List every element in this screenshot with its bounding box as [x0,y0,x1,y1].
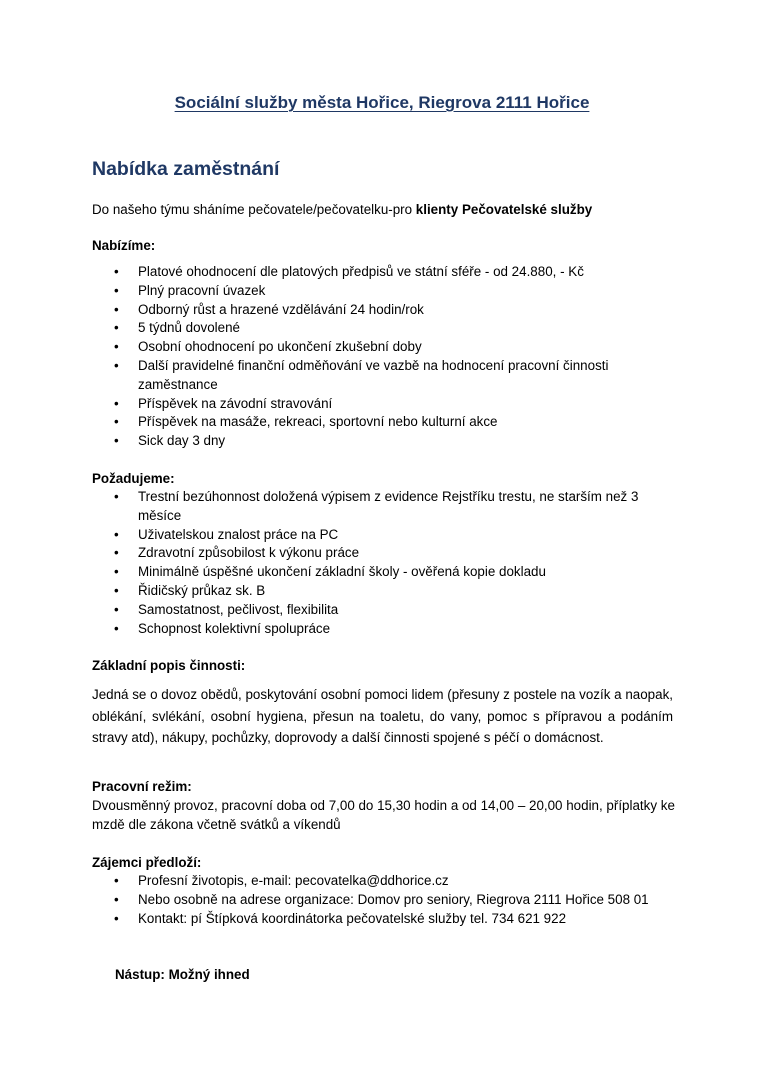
list-item: • Plný pracovní úvazek [92,282,682,301]
schedule-label: Pracovní režim: [92,779,192,794]
list-item: • Příspěvek na závodní stravování [92,395,682,414]
list-item: • Samostatnost, pečlivost, flexibilita [92,601,682,620]
list-item: • Nebo osobně na adrese organizace: Domov pro seniory, Riegrova 2111 Hořice 508 01 [92,891,682,910]
list-item: • Příspěvek na masáže, rekreaci, sportovní nebo kulturní akce [92,413,682,432]
intro-paragraph [92,200,592,219]
offer-label: Nabízíme: [92,238,156,253]
document-title-text: Sociální služby města Hořice, Riegrova 2111 Hořice [174,93,590,112]
list-item: • Zdravotní způsobilost k výkonu práce [92,544,682,563]
start-date: Nástup: Možný ihned [115,967,250,982]
list-item: • Další pravidelné finanční odměňování ve vazbě na hodnocení pracovní činnosti zaměstnance [92,357,682,395]
applicants-list [92,872,682,928]
description-label: Základní popis činnosti: [92,658,246,673]
list-item: • Schopnost kolektivní spolupráce [92,620,682,639]
list-item: • Osobní ohodnocení po ukončení zkušební doby [92,338,682,357]
description-paragraph: Jedná se o dovoz obědů, poskytování osobní pomoci lidem (přesuny z postele na vozík a naopak, oblékání, svlékání, osobní hygiena, přesun na toaletu, do vany, pomoc s přípravou a podáním stravy atd), nákupy, pochůzky, doprovody a další činnosti spojené s péčí o domácnost. [92,687,673,745]
document-title [0,93,764,113]
intro-bold-text: klienty Pečovatelské služby [415,202,593,217]
intro-text: Do našeho týmu sháníme pečovatele/pečovatelku-pro [92,202,416,217]
applicants-label: Zájemci předloží: [92,855,202,870]
schedule-paragraph: Dvousměnný provoz, pracovní doba od 7,00 do 15,30 hodin a od 14,00 – 20,00 hodin, příplatky ke mzdě dle zákona včetně svátků a víkendů [92,798,675,832]
list-item: • 5 týdnů dovolené [92,319,682,338]
list-item: • Profesní životopis, e-mail: pecovatelka@ddhorice.cz [92,872,682,891]
list-item: • Uživatelskou znalost práce na PC [92,526,682,545]
requirements-label: Požadujeme: [92,471,175,486]
list-item: • Kontakt: pí Štípková koordinátorka pečovatelské služby tel. 734 621 922 [92,910,682,929]
list-item: • Odborný růst a hrazené vzdělávání 24 hodin/rok [92,301,682,320]
page-heading: Nabídka zaměstnání [92,158,280,180]
requirements-list [92,488,682,638]
list-item: • Platové ohodnocení dle platových předpisů ve státní sféře - od 24.880, - Kč [92,263,682,282]
list-item: • Minimálně úspěšné ukončení základní školy - ověřená kopie dokladu [92,563,682,582]
list-item: • Sick day 3 dny [92,432,682,451]
offer-list [92,263,682,451]
list-item: • Řidičský průkaz sk. B [92,582,682,601]
list-item: • Trestní bezúhonnost doložená výpisem z evidence Rejstříku trestu, ne starším než 3 měsíce [92,488,682,526]
